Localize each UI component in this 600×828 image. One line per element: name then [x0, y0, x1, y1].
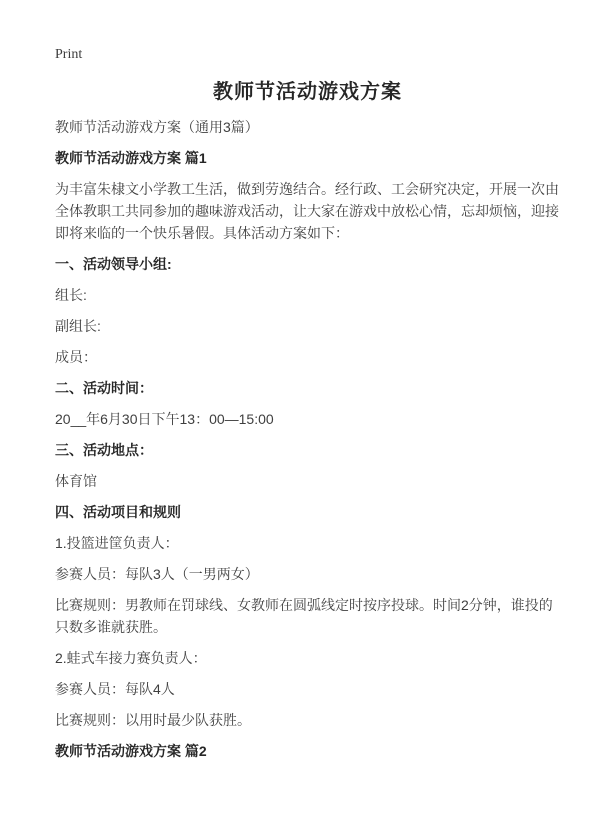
section-heading-rules: 四、活动项目和规则	[55, 504, 181, 520]
doc-subtitle: 教师节活动游戏方案（通用3篇）	[55, 119, 259, 135]
section-heading-part1: 教师节活动游戏方案 篇1	[55, 150, 207, 166]
print-button[interactable]: Print	[55, 47, 83, 62]
page-title: 教师节活动游戏方案	[213, 81, 402, 103]
section-heading-leaders: 一、活动领导小组:	[55, 256, 172, 272]
activity-time-line: 20__年6月30日下午13：00—15:00	[55, 411, 274, 427]
section-heading-time: 二、活动时间：	[55, 380, 153, 396]
game1-owner-line: 1.投篮进筐负责人：	[55, 535, 179, 551]
leader-line: 组长:	[55, 287, 87, 303]
game1-players-line: 参赛人员：每队3人（一男两女）	[55, 566, 259, 582]
game2-players-line: 参赛人员：每队4人	[55, 681, 175, 697]
activity-location-line: 体育馆	[55, 473, 97, 489]
members-line: 成员：	[55, 349, 97, 365]
section-heading-location: 三、活动地点：	[55, 442, 153, 458]
intro-paragraph: 为丰富朱棣文小学教工生活，做到劳逸结合。经行政、工会研究决定，开展一次由全体教职工共同参加的趣味游戏活动，让大家在游戏中放松心情，忘却烦恼，迎接即将来临的一个快乐暑假。具体活动方案如下：	[55, 181, 559, 241]
section-heading-part2: 教师节活动游戏方案 篇2	[55, 743, 207, 759]
deputy-leader-line: 副组长:	[55, 318, 101, 334]
game2-rules-line: 比赛规则：以用时最少队获胜。	[55, 712, 251, 728]
game1-rules-line: 比赛规则：男教师在罚球线、女教师在圆弧线定时按序投球。时间2分钟，谁投的只数多谁就获胜。	[55, 597, 553, 635]
game2-owner-line: 2.蛙式车接力赛负责人：	[55, 650, 207, 666]
